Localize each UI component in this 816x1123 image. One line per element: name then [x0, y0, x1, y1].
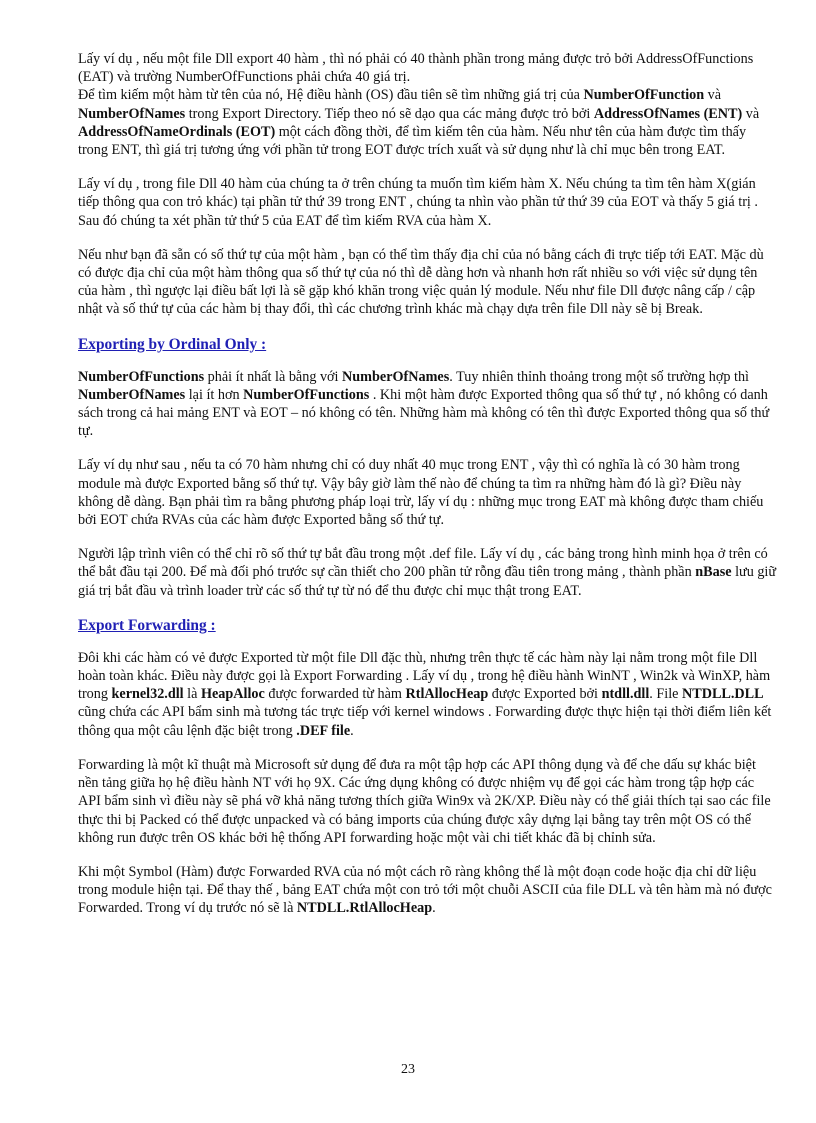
paragraph-forwarding-microsoft: Forwarding là một kĩ thuật mà Microsoft sử dụng để đưa ra một tập hợp các API thông dụng và để che dấu sự khác biệt nền tảng giữa họ hệ điều hành NT với họ 9X. Các ứng dụng không có được nhiệm vụ để gọi các hàm trong tập hợp các API bẩm sinh vì điều này sẽ phá vỡ khả năng tương thích giữa Win9x và 2K/XP. Điều này có thể giải thích tại sao các file thực thi bị Packed có thể được unpacked và có bảng imports của chúng được xây dựng lại bằng tay trên một OS có thể không run được trên OS khác bởi hệ thống API forwarding hoặc một vài chi tiết khác đã bị chỉnh sửa. [78, 756, 771, 846]
paragraph-forwarding-intro: Đôi khi các hàm có vẻ được Exported từ một file Dll đặc thù, nhưng trên thực tế các hàm này lại nằm trong một file Dll hoàn toàn khác. Điều này được gọi là Export Forwarding . Lấy ví dụ , trong hệ điều hành WinNT , Win2k và WinXP, hàm trong kernel32.dll là HeapAlloc được forwarded từ hàm RtlAllocHeap được Exported bởi ntdll.dll. File NTDLL.DLL cũng chứa các API bẩm sinh mà tương tác trực tiếp với kernel windows . Forwarding được thực hiện tại thời điểm liên kết thông qua một câu lệnh đặc biệt trong .DEF file. [78, 649, 772, 739]
document-body [78, 50, 778, 934]
heading-export-forwarding: Export Forwarding : [78, 616, 216, 634]
page-number: 23 [401, 1062, 415, 1077]
paragraph-ordinal-address: Nếu như bạn đã sẵn có số thứ tự của một hàm , bạn có thể tìm thấy địa chỉ của nó bằng cách đi trực tiếp tới EAT. Mặc dù có được địa chỉ của một hàm thông qua số thứ tự của nó thì dễ dàng hơn và nhanh hơn rất nhiều so với việc sử dụng tên của hàm , thì ngược lại điều bất lợi là sẽ gặp khó khăn trong việc quản lý module. Nếu như file Dll được nâng cấp / cập nhật và số thứ tự của các hàm bị thay đổi, thì các chương trình khác mà chạy dựa trên file Dll này sẽ bị Break. [78, 246, 764, 318]
paragraph-name-lookup: Để tìm kiếm một hàm từ tên của nó, Hệ điều hành (OS) đầu tiên sẽ tìm những giá trị của NumberOfFunction và NumberOfNames trong Export Directory. Tiếp theo nó sẽ dạo qua các mảng được trỏ bởi AddressOfNames (ENT) và AddressOfNameOrdinals (EOT) một cách đồng thời, để tìm kiếm tên của hàm. Nếu như tên của hàm được tìm thấy trong ENT, thì giá trị tương ứng với phần tử trong EOT được trích xuất và sử dụng như là chỉ mục bên trong EAT. [78, 87, 760, 159]
paragraph-forwarded-rva: Khi một Symbol (Hàm) được Forwarded RVA của nó một cách rõ ràng không thể là một đoạn code hoặc địa chỉ dữ liệu trong module hiện tại. Để thay thế , bảng EAT chứa một con trỏ tới một chuỗi ASCII của file DLL và tên hàm mà nó được Forwarded. Trong ví dụ trước nó sẽ là NTDLL.RtlAllocHeap. [78, 863, 772, 917]
paragraph-eat-example: Lấy ví dụ , nếu một file Dll export 40 hàm , thì nó phải có 40 thành phần trong mảng được trỏ bởi AddressOfFunctions (EAT) và trường NumberOfFunctions phải chứa 40 giá trị. [78, 51, 754, 86]
heading-exporting-by-ordinal: Exporting by Ordinal Only : [78, 335, 267, 353]
paragraph-nbase: Người lập trình viên có thể chỉ rõ số thứ tự bắt đầu trong một .def file. Lấy ví dụ , các bảng trong hình minh họa ở trên có thể bắt đầu tại 200. Để mà đối phó trước sự cần thiết cho 200 phần tử rỗng đầu tiên trong mảng , thành phần nBase lưu giữ giá trị bắt đầu và trình loader trừ các số thứ tự từ nó để thu được chỉ mục thật trong EAT. [78, 546, 777, 599]
paragraph-ordinal-only: NumberOfFunctions phải ít nhất là bằng với NumberOfNames. Tuy nhiên thỉnh thoảng trong một số trường hợp thì NumberOfNames lại ít hơn NumberOfFunctions . Khi một hàm được Exported thông qua số thứ tự , nó không có danh sách trong cả hai mảng ENT và EOT – nó không có tên. Những hàm mà không có tên thì được Exported thông qua số thứ tự. [78, 368, 770, 440]
paragraph-ordinal-example: Lấy ví dụ như sau , nếu ta có 70 hàm nhưng chỉ có duy nhất 40 mục trong ENT , vậy thì có nghĩa là có 30 hàm trong module mà được Exported bằng số thứ tự. Vậy bây giờ làm thế nào để chúng ta tìm ra những hàm đó là gì? Điều này không dễ dàng. Bạn phải tìm ra bằng phương pháp loại trừ, lấy ví dụ : những mục trong EAT mà không được tham chiếu bởi EOT chứa RVAs của các hàm được Exported bằng số thứ tự. [78, 457, 764, 529]
paragraph-lookup-example: Lấy ví dụ , trong file Dll 40 hàm của chúng ta ở trên chúng ta muốn tìm kiếm hàm X. Nếu chúng ta tìm tên hàm X(gián tiếp thông qua con trỏ khác) tại phần tử thứ 39 trong ENT , chúng ta nhìn vào phần tử thứ 39 của EOT và thấy 5 giá trị . Sau đó chúng ta xét phần tử thứ 5 của EAT để tìm kiếm RVA của hàm X. [78, 176, 758, 229]
